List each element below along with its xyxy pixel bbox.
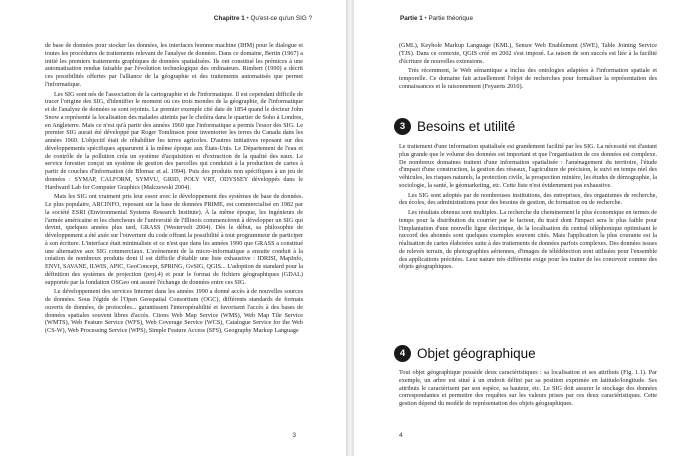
paragraph: Le développement des services Internet dans les années 1990 a donné accès à de nouvelles sources de données. Sous l'égide de l'Open Geospatial Consortium (OGC), différents standards de formats ouverts de données, de protocoles... garantissent l'interopérabilité et favorisent l'accès à des bases de données spatiales souvent libres d'accès. Citons Web Map Service (WMS), Web Map Tile Service (WMTS), Web Feature Service (WFS), Web Coverage Service (WCS), Catalogue Service for the Web (CS-W), Web Processing Service (WPS), Simple Feature Access (SFS), Geography Markup Language: [45, 288, 303, 334]
paragraph: Mais les SIG ont vraiment pris leur essor avec le développement des systèmes de base de données. Le plus populaire, ARCINFO, reposant sur la base de données PRIME, est commercialisé en 1982 par la société ESRI (Environmental Systems Research Institute). À la même époque, les ingénieurs de l'armée américaine et les chercheurs de l'université de l'Illinois commencèrent à développer un SIG qui devint, quelques années plus tard, GRASS (Westervelt 2004). Dès le début, sa philosophie de développement a été axée sur l'ouverture du code offrant la possibilité à tout programmeur de participer à son écriture. L'interface était minimaliste et ce n'est que dans les années 1990 que GRASS a constitué une alternative aux SIG commerciaux. L'avènement de la micro-informatique a ensuite conduit à la création de nombreux produits dont il est difficile d'établir une liste exhaustive : IDRISI, MapInfo, ENVI, SAVANE, ILWIS, APIC, GeoConcept, SPRING, GvSIG, QGIS... L'adoption de standard pour la définition des systèmes de projection (proj.4) et pour le format de fichiers géographiques (GDAL) supportés par la fondation OSGeo ont assuré l'échange de données entre ces SIG.: [45, 193, 303, 286]
section-4-body: [399, 369, 657, 408]
chapter-title: Qu'est-ce qu'un SIG ?: [250, 15, 312, 22]
paragraph: Les résultats obtenus sont multiples. La recherche du cheminement le plus économique en termes de temps pour la distribution du courrier par le facteur, du tracé dont l'impact sera le plus faible pour l'implantation d'une nouvelle ligne électrique, de la localisation du central téléphonique optimisant le raccord des abonnés sont quelques exemples souvent cités. Mais l'application la plus courante est la réalisation de cartes élaborées suite à des traitements de données parfois complexes. Des données issues de relevés terrain, de photographies aériennes, d'images de télédétection sont utilisées pour l'ensemble des applications précitées. Leur nature très différente exige pour les traiter de les concevoir comme des objets géographiques.: [399, 209, 657, 271]
section-number-badge: 3: [394, 118, 411, 135]
left-body-text: [45, 42, 303, 335]
left-page: [0, 0, 346, 456]
header-separator: •: [422, 15, 429, 22]
chapter-label: Chapitre 1: [213, 15, 245, 22]
paragraph: Les SIG sont adoptés par de nombreuses institutions, des entreprises, des organismes de recherche, des écoles, des administrations pour des besoins de gestion, de formation ou de recherche.: [399, 191, 657, 207]
section-title: Besoins et utilité: [417, 119, 516, 134]
part-label: Partie 1: [400, 15, 423, 22]
paragraph: (GML), Keyhole Markup Language (KML), Sensor Web Enablement (SWE), Table Joining Service (TJS). Dans ce contexte, QGIS créé en 2002 s'est imposé. La raison de son succès est liée à la facilité d'écriture de nouvelles extensions.: [399, 42, 657, 65]
section-title: Objet géographique: [417, 346, 536, 361]
page-number-left: 3: [292, 432, 296, 439]
paragraph: Très récemment, le Web sémantique a inclus des ontologies adaptées à l'information spatiale et temporelle. Ce domaine fait actuellement l'objet de recherches pour formaliser la représentation des connaissances et le raisonnement (Feyaerts 2010).: [399, 67, 657, 90]
running-header-left: [214, 15, 312, 22]
section-number-badge: 4: [394, 345, 411, 362]
paragraph: Le traitement d'une information spatialisée est grandement facilité par les SIG. La nécessité est d'autant plus grande que le volume des données est important et que l'organisation de ces données est complexe. De nombreux domaines traitent d'une information spatialisée : l'aménagement du territoire, l'étude d'impact d'une construction, la gestion des réseaux, l'agriculture de précision, le suivi en temps réel des véhicules, les risques naturels, la protection civile, la prospection minière, les études de démographie, la sociologie, la santé, le géomarketing, etc. Cette liste n'est évidemment pas exhaustive.: [399, 143, 657, 189]
intro-text: [399, 42, 657, 91]
running-header-right: [400, 15, 473, 22]
right-page: [354, 0, 700, 456]
paragraph: Tout objet géographique possède deux caractéristiques : sa localisation et ses attributs (Fig. 1.1). Par exemple, un arbre est situé à un endroit défini par sa position exprimée en latitude/longitude. Ses attributs le caractérisent par son espèce, sa hauteur, etc. Le SIG doit assurer le stockage des données correspondantes et permettre des requêtes sur les valeurs prises par ces deux caractéristiques. Cette gestion dépend du modèle de représentation des objets géographiques.: [399, 369, 657, 407]
paragraph: Les SIG sont nés de l'association de la cartographie et de l'informatique. Il est cependant difficile de tracer l'origine des SIG, d'identifier le moment où ces trois mondes de la géographie, de l'informatique et de l'analyse de données se sont rejoints. Le premier exemple cité date de 1854 quand le docteur John Snow a représenté la localisation des malades atteints par le choléra dans le quartier de Soho à Londres, en Angleterre. Mais ce n'est qu'à partir des années 1960 que l'informatique a permis l'essor des SIG. Le premier SIG aurait été développé par Roger Tomlinson pour inventorier les terres du Canada dans les années 1960. L'objectif était de réhabiliter les terres agricoles. D'autres initiatives reposant sur des développements spécifiques apparurent à la même époque aux États-Unis. Le Département de l'eau et de contrôle de la pollution créa un système d'acquisition et d'extraction de la qualité des eaux. Le service forestier conçut un système de gestion des parcelles qui conduisit à la production de cartes à partir de couches d'information (de Blomac et al. 1994). Puis des produits non spécifiques à un jeu de données : SYMAP, CALFORM, SYMVU, GRID, POLY VRT, ODYSSEY développés dans le Hardward Lab for Computer Graphics (Malczewski 2004).: [45, 90, 303, 191]
section-3-body: [399, 143, 657, 271]
book-gutter: [346, 0, 354, 456]
part-title: Partie théorique: [428, 15, 473, 22]
paragraph: de base de données pour stocker les données, les interfaces homme machine (IHM) pour le dialogue et toutes les procédures de traitements relevant de l'analyse de données. Dans ce domaine, Bertin (1967) a initié les premiers traitements graphiques de données spatialisées. Ils ont constitué les prémices à une automatisation rendue faisable par l'évolution technologique des ordinateurs. Rimbert (1990) a décrit ces possibilités offertes par l'alliance de la géographie et des traitements automatisés que permet l'informatique.: [45, 42, 303, 88]
header-separator: •: [244, 15, 251, 22]
section-3-heading: [394, 118, 515, 135]
page-number-right: 4: [399, 432, 403, 439]
section-4-heading: [394, 345, 536, 362]
